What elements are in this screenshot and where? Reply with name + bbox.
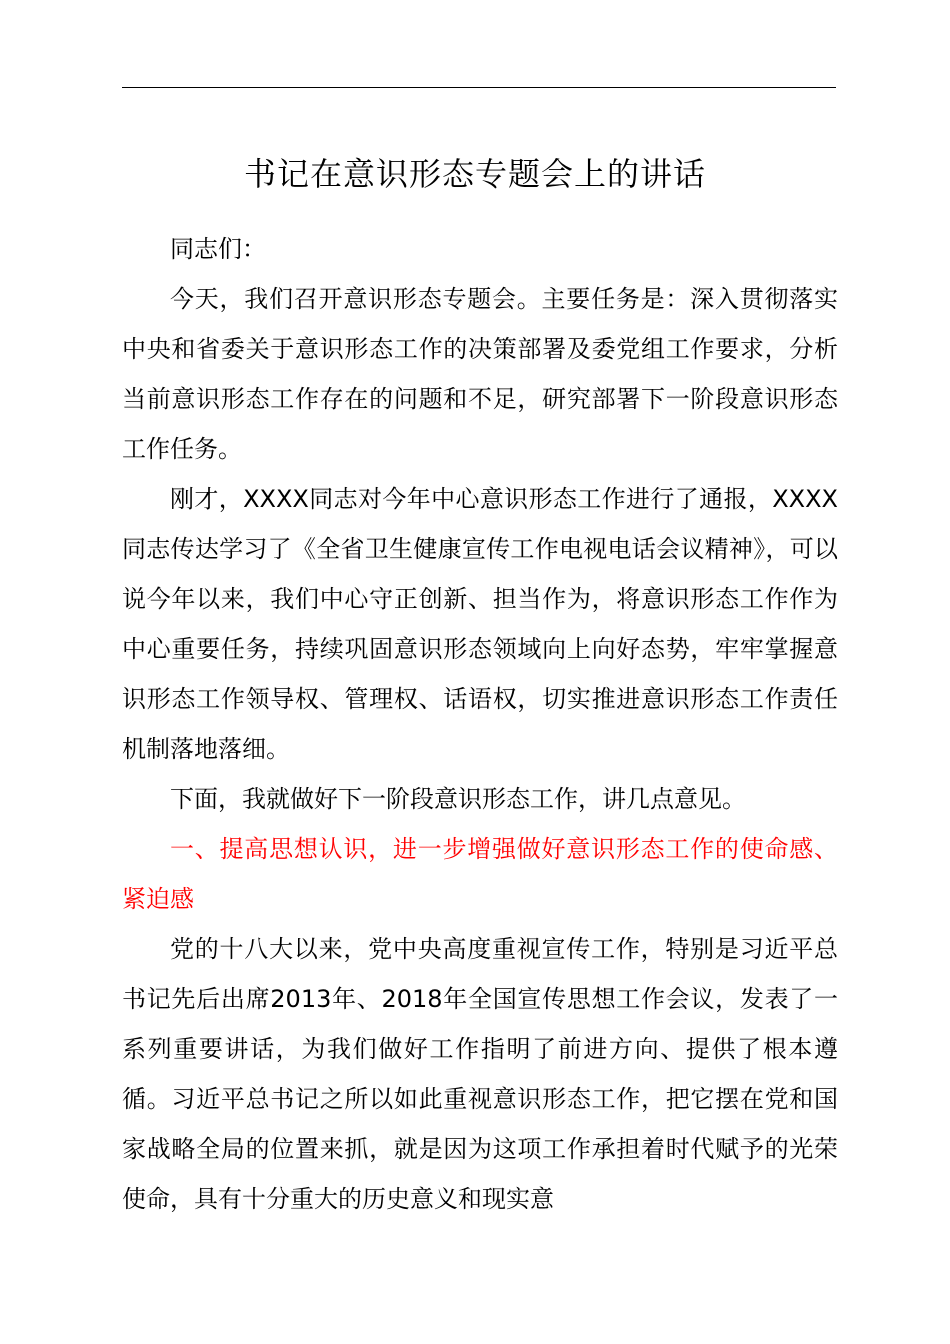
document-title: 书记在意识形态专题会上的讲话: [243, 155, 706, 193]
section-1-paragraph: 党的十八大以来，党中央高度重视宣传工作，特别是习近平总书记先后出席2013年、2018年全国宣传思想工作会议，发表了一系列重要讲话，为我们做好工作指明了前进方向、提供了根本遵循。习近平总书记之所以如此重视意识形态工作，把它摆在党和国家战略全局的位置来抓，就是因为这项工作承担着时代赋予的光荣使命，具有十分重大的历史意义和现实意: [122, 935, 838, 1213]
document-body: [122, 224, 838, 1224]
paragraph-review: 刚才，XXXX同志对今年中心意识形态工作进行了通报，XXXX同志传达学习了《全省卫生健康宣传工作电视电话会议精神》，可以说今年以来，我们中心守正创新、担当作为，将意识形态工作作为中心重要任务，持续巩固意识形态领域向上向好态势，牢牢掌握意识形态工作领导权、管理权、话语权，切实推进意识形态工作责任机制落地落细。: [122, 485, 838, 763]
paragraph-transition: 下面，我就做好下一阶段意识形态工作，讲几点意见。: [170, 785, 746, 813]
salutation: 同志们：: [170, 235, 266, 263]
header-rule: [122, 87, 836, 88]
paragraph-intro: 今天，我们召开意识形态专题会。主要任务是：深入贯彻落实中央和省委关于意识形态工作的决策部署及委党组工作要求，分析当前意识形态工作存在的问题和不足，研究部署下一阶段意识形态工作任务。: [122, 285, 838, 463]
section-heading-1: 一、提高思想认识，进一步增强做好意识形态工作的使命感、紧迫感: [122, 835, 838, 913]
